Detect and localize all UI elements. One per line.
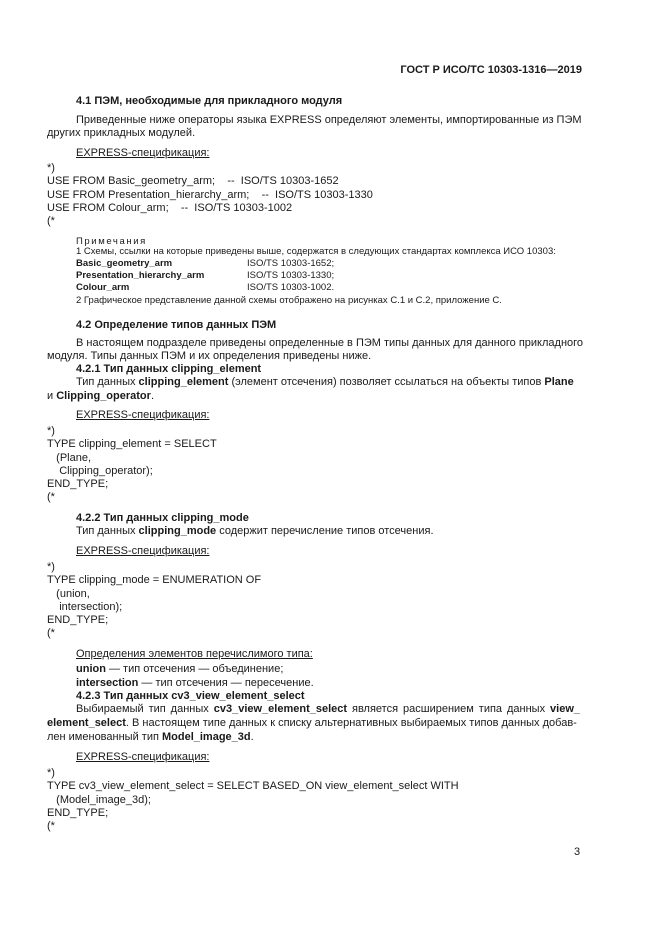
paragraph-line: других прикладных модулей. <box>47 127 196 139</box>
code-line: (* <box>47 820 55 832</box>
code-line: USE FROM Basic_geometry_arm; -- ISO/TS 10303-1652 <box>47 175 339 187</box>
paragraph-line: Тип данных clipping_element (элемент отсечения) позволяет ссылаться на объекты типов Plane <box>76 376 574 388</box>
note-text: 1 Схемы, ссылки на которые приведены выше, содержатся в следующих стандартах комплекса ИСО 10303: <box>76 246 556 257</box>
paragraph-line: Приведенные ниже операторы языка EXPRESS определяют элементы, импортированные из ПЭМ <box>76 114 582 126</box>
code-line: (Plane, <box>47 452 92 464</box>
code-line: END_TYPE; <box>47 807 109 819</box>
code-line: TYPE clipping_element = SELECT <box>47 438 217 450</box>
paragraph-line: лен именованный тип Model_image_3d. <box>47 731 254 743</box>
code-line: *) <box>47 561 55 573</box>
paragraph-line: модуля. Типы данных ПЭМ и их определения приведены ниже. <box>47 350 372 362</box>
page-number: 3 <box>574 846 581 858</box>
enum-item: union — тип отсечения — объединение; <box>76 663 284 675</box>
code-line: TYPE cv3_view_element_select = SELECT BASED_ON view_element_select WITH <box>47 780 459 792</box>
express-spec-label: EXPRESS-спецификация: <box>76 147 210 159</box>
code-line: END_TYPE; <box>47 614 109 626</box>
code-line: intersection); <box>47 601 123 613</box>
express-spec-label: EXPRESS-спецификация: <box>76 545 210 557</box>
code-line: (* <box>47 491 55 503</box>
paragraph-line: Выбираемый тип данных cv3_view_element_select является расширением типа данных view_ <box>76 703 580 715</box>
ref-standard: ISO/TS 10303-1330; <box>247 270 335 281</box>
code-line: (* <box>47 627 55 639</box>
code-line: (Model_image_3d); <box>47 794 151 806</box>
code-line: *) <box>47 767 55 779</box>
code-line: (union, <box>47 588 90 600</box>
ref-name: Basic_geometry_arm <box>76 258 173 269</box>
code-line: TYPE clipping_mode = ENUMERATION OF <box>47 574 262 586</box>
code-line: *) <box>47 162 55 174</box>
ref-name: Presentation_hierarchy_arm <box>76 270 205 281</box>
section-heading: 4.2 Определение типов данных ПЭМ <box>76 319 277 331</box>
enum-definitions-title: Определения элементов перечислимого типа: <box>76 648 313 660</box>
paragraph-line: Тип данных clipping_mode содержит перечисление типов отсечения. <box>76 525 434 537</box>
express-spec-label: EXPRESS-спецификация: <box>76 409 210 421</box>
section-heading: 4.1 ПЭМ, необходимые для прикладного модуля <box>76 95 343 107</box>
page-header: ГОСТ Р ИСО/ТС 10303-1316—2019 <box>400 64 582 76</box>
notes-title: Примечания <box>76 236 147 247</box>
subsection-heading: 4.2.1 Тип данных clipping_element <box>76 363 262 375</box>
subsection-heading: 4.2.3 Тип данных cv3_view_element_select <box>76 690 305 702</box>
paragraph-line: и Clipping_operator. <box>47 390 154 402</box>
paragraph-line: element_select. В настоящем типе данных к списку альтернативных выбираемых типов данных добав- <box>47 717 577 729</box>
ref-standard: ISO/TS 10303-1002. <box>247 282 335 293</box>
enum-item: intersection — тип отсечения — пересечение. <box>76 677 314 689</box>
code-line: USE FROM Presentation_hierarchy_arm; -- ISO/TS 10303-1330 <box>47 189 373 201</box>
express-spec-label: EXPRESS-спецификация: <box>76 751 210 763</box>
ref-name: Colour_arm <box>76 282 130 293</box>
code-line: Clipping_operator); <box>47 465 153 477</box>
subsection-heading: 4.2.2 Тип данных clipping_mode <box>76 512 249 524</box>
ref-standard: ISO/TS 10303-1652; <box>247 258 335 269</box>
paragraph-line: В настоящем подразделе приведены определенные в ПЭМ типы данных для данного прикладного <box>76 337 584 349</box>
code-line: (* <box>47 215 55 227</box>
note-text: 2 Графическое представление данной схемы отображено на рисунках С.1 и С.2, приложение С. <box>76 295 502 306</box>
code-line: *) <box>47 425 55 437</box>
code-line: USE FROM Colour_arm; -- ISO/TS 10303-1002 <box>47 202 293 214</box>
code-line: END_TYPE; <box>47 478 109 490</box>
